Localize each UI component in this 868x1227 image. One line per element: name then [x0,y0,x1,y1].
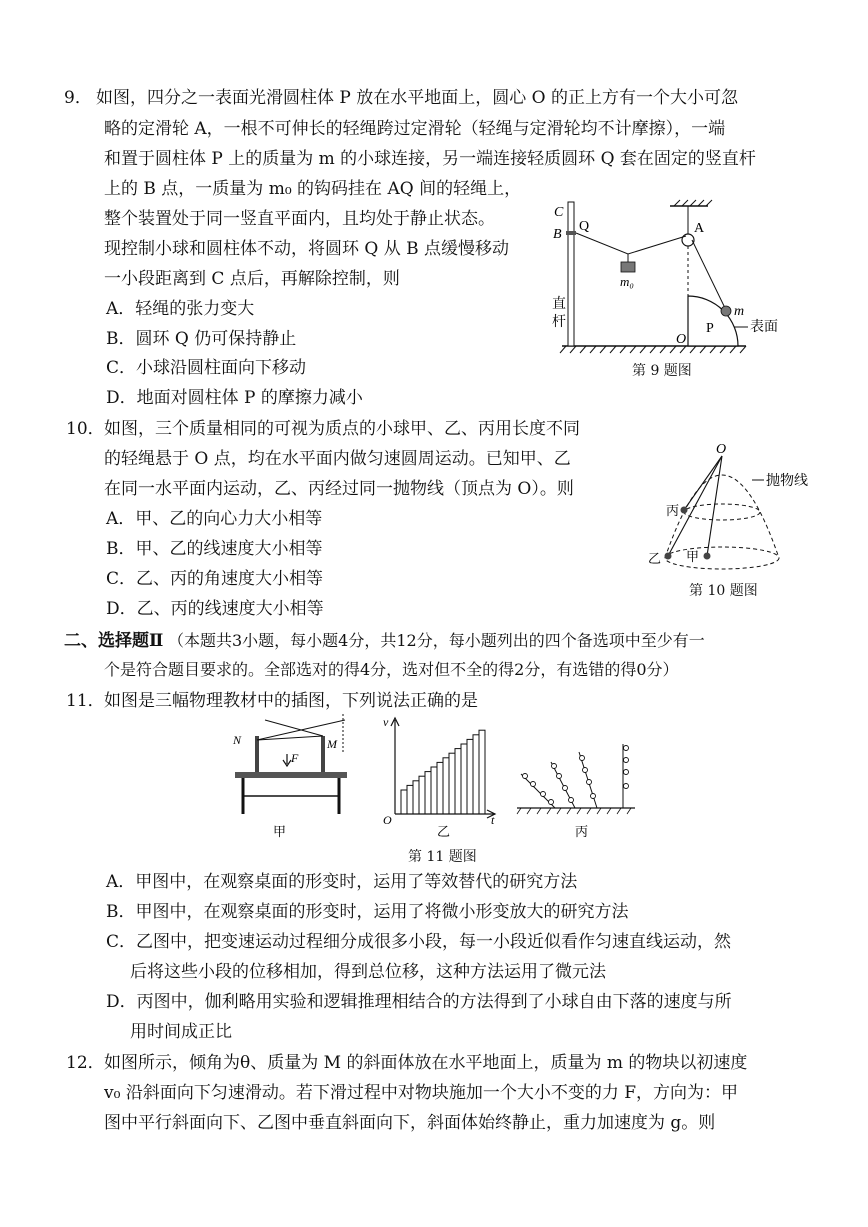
section-instruction: 个是符合题目要求的。全部选对的得4分，选对但不全的得2分，有选错的得0分） [104,660,679,679]
q9-figure-caption: 第 9 题图 [632,363,692,379]
q9-option-d[interactable]: D．地面对圆柱体 P 的摩擦力减小 [106,388,363,408]
section-instruction: （本题共3小题，每小题4分，共12分，每小题列出的四个备选项中至少有一 [168,631,705,650]
q11-label-origin: O [383,813,392,827]
q9-stem-line: 整个装置处于同一竖直平面内，且均处于静止状态。 [104,209,495,229]
q10-stem-line: 的轻绳悬于 O 点，均在水平面内做匀速圆周运动。已知甲、乙 [104,449,571,469]
vt-step-bar [443,758,449,814]
q9-label-q: Q [579,219,590,234]
q11-label-f: F [291,751,299,765]
q9-stem-line: 和置于圆柱体 P 上的质量为 m 的小球连接，另一端连接轻质圆环 Q 套在固定的竖直杆 [104,149,756,169]
q12-stem-line: 如图所示，倾角为θ、质量为 M 的斜面体放在水平地面上，质量为 m 的物块以初速度 [104,1053,748,1073]
q10-number: 10． [66,419,105,439]
q11-label-yi: 乙 [437,824,451,839]
vt-step-bar [431,767,437,814]
q10-figure-caption: 第 10 题图 [689,583,758,599]
q12-stem-line: v₀ 沿斜面向下匀速滑动。若下滑过程中对物块施加一个大小不变的力 F，方向为：甲 [104,1083,739,1103]
q10-option-b[interactable]: B．甲、乙的线速度大小相等 [106,539,323,559]
q9-label-m: m [734,304,745,319]
vt-step-bar [449,753,455,814]
q9-stem-line: 上的 B 点，一质量为 m₀ 的钩码挂在 AQ 间的轻绳上， [104,179,522,199]
q11-option-a[interactable]: A．甲图中，在观察桌面的形变时，运用了等效替代的研究方法 [106,872,578,892]
q11-label-t: t [491,813,495,827]
q10-label-yi: 乙 [648,551,662,566]
q9-label-o: O [676,332,687,347]
q11-figure [225,714,665,844]
q10-stem-line: 在同一水平面内运动，乙、丙经过同一抛物线（顶点为 O）。则 [104,479,574,499]
q10-label-parabola: 抛物线 [766,474,808,489]
vt-step-bar [479,730,485,814]
q9-label-rod: 直 [552,297,566,312]
q9-label-p: P [706,321,714,336]
q9-label-b: B [553,227,562,242]
vt-step-bar [467,739,473,814]
q11-option-b[interactable]: B．甲图中，在观察桌面的形变时，运用了将微小形变放大的研究方法 [106,902,629,922]
q10-label-o: O [716,442,727,457]
q11-option-c-cont: 后将这些小段的位移相加，得到总位移，这种方法运用了微元法 [130,962,606,982]
q11-label-jia: 甲 [273,824,287,839]
q11-figure-caption: 第 11 题图 [408,849,477,865]
q9-stem-line: 现控制小球和圆柱体不动，将圆环 Q 从 B 点缓慢移动 [104,239,510,259]
q11-option-c[interactable]: C．乙图中，把变速运动过程细分成很多小段，每一小段近似看作匀速直线运动，然 [106,932,732,952]
q11-figure-yi [383,715,495,827]
q10-stem-line: 如图，三个质量相同的可视为质点的小球甲、乙、丙用长度不同 [104,419,580,439]
q11-option-d-cont: 用时间成正比 [130,1022,232,1042]
vt-step-bar [407,785,413,814]
q10-option-d[interactable]: D．乙、丙的线速度大小相等 [106,599,324,619]
q10-label-bing: 丙 [666,503,680,518]
q9-figure [548,196,798,386]
vt-step-bar [437,762,443,814]
q10-option-c[interactable]: C．乙、丙的角速度大小相等 [106,569,324,589]
vt-step-bar [455,749,461,814]
q9-option-c[interactable]: C．小球沿圆柱面向下移动 [106,358,307,378]
q11-label-v: v [383,715,389,729]
q9-label-surface: 表面 [750,320,778,335]
q10-figure [640,440,830,580]
q9-label-a: A [694,221,705,236]
q9-stem-line: 如图，四分之一表面光滑圆柱体 P 放在水平地面上，圆心 O 的正上方有一个大小可忽 [96,88,738,108]
q9-stem-line: 略的定滑轮 A，一根不可伸长的轻绳跨过定滑轮（轻绳与定滑轮均不计摩擦），一端 [104,119,726,139]
q9-number: 9． [64,88,92,108]
q11-stem: 如图是三幅物理教材中的插图，下列说法正确的是 [104,691,478,711]
vt-step-bar [401,790,407,814]
vt-step-bar [419,776,425,814]
q9-label-m0: m₀ [620,274,634,289]
q11-number: 11． [66,691,105,711]
q9-option-a[interactable]: A．轻绳的张力变大 [106,299,255,319]
q9-stem-line: 一小段距离到 C 点后，再解除控制，则 [104,269,400,289]
q12-number: 12． [66,1053,105,1073]
q10-label-jia: 甲 [686,549,700,564]
q12-stem-line: 图中平行斜面向下、乙图中垂直斜面向下，斜面体始终静止，重力加速度为 g。则 [104,1113,716,1133]
q9-label-rod: 杆 [552,315,566,330]
vt-step-bar [425,772,431,814]
q11-label-n: N [233,733,242,747]
vt-step-bar [461,744,467,814]
q9-option-b[interactable]: B．圆环 Q 仍可保持静止 [106,329,297,349]
q10-option-a[interactable]: A．甲、乙的向心力大小相等 [106,509,323,529]
q9-label-c: C [554,205,564,220]
q11-figure-jia [232,714,347,814]
vt-step-bar [473,735,479,814]
q11-label-bing: 丙 [575,824,589,839]
q11-option-d[interactable]: D．丙图中，伽利略用实验和逻辑推理相结合的方法得到了小球自由下落的速度与所 [106,992,732,1012]
vt-step-bar [413,781,419,814]
q11-figure-bing [517,744,635,814]
section-title: 二、选择题Ⅱ [64,631,164,651]
q11-label-m: M [327,737,337,751]
